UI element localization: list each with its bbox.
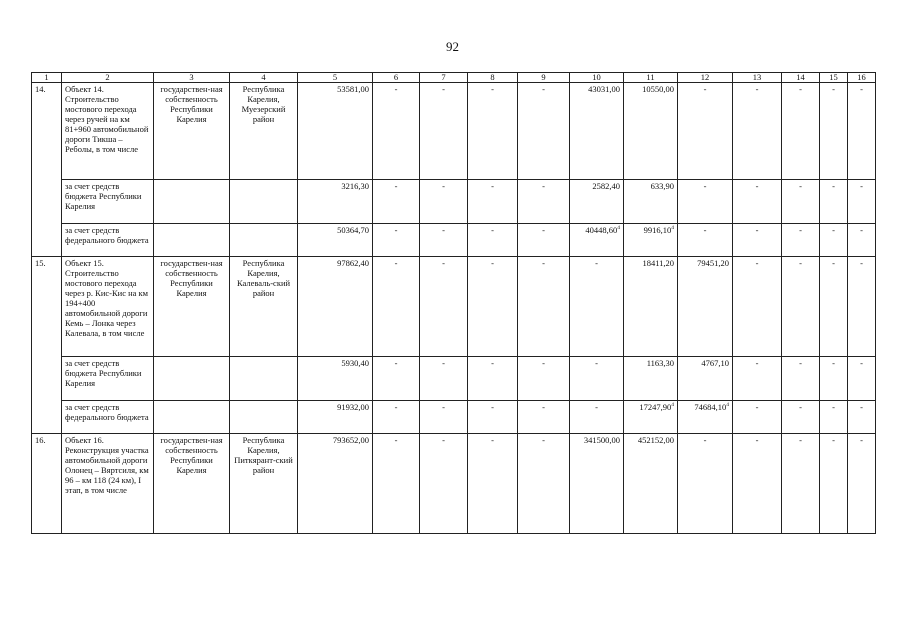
value-cell: 633,90 — [624, 180, 678, 224]
column-number: 6 — [373, 73, 420, 83]
value-cell: - — [518, 434, 570, 534]
column-number: 12 — [678, 73, 733, 83]
value-cell: - — [733, 434, 782, 534]
value-cell: - — [848, 257, 876, 357]
value-cell: 79451,20 — [678, 257, 733, 357]
value-cell: 17247,90$^4$ — [624, 401, 678, 434]
value-cell: - — [848, 357, 876, 401]
row-number: 14. — [32, 83, 62, 257]
value-cell: - — [820, 257, 848, 357]
object-name: Объект 15. Строительство мостового перехода через р. Кис-Кис на км 194+400 автомобильной дороги Кемь – Лонка через Калевала, в том числе — [62, 257, 154, 357]
value-cell: 40448,60$^4$ — [570, 224, 624, 257]
object-name: Объект 14. Строительство мостового перехода через ручей на км 81+960 автомобильной дороги Тикша – Реболы, в том числе — [62, 83, 154, 180]
value-cell: 4767,10 — [678, 357, 733, 401]
ownership-form: государствен-ная собственность Республики Карелия — [154, 83, 230, 180]
value-cell: 18411,20 — [624, 257, 678, 357]
location: Республика Карелия, Муезерский район — [230, 83, 298, 180]
funding-source-label: за счет средств федерального бюджета — [62, 401, 154, 434]
value-cell: - — [782, 257, 820, 357]
location: Республика Карелия, Питкярант-ский район — [230, 434, 298, 534]
row-number: 16. — [32, 434, 62, 534]
value-cell: - — [468, 257, 518, 357]
column-number: 8 — [468, 73, 518, 83]
value-cell: 1163,30 — [624, 357, 678, 401]
value-cell: - — [468, 224, 518, 257]
value-cell: - — [373, 224, 420, 257]
value-cell: - — [782, 401, 820, 434]
value-cell: 5930,40 — [298, 357, 373, 401]
value-cell: - — [820, 357, 848, 401]
value-cell: - — [678, 83, 733, 180]
value-cell: - — [468, 434, 518, 534]
column-number: 3 — [154, 73, 230, 83]
funding-source-row — [32, 357, 876, 401]
value-cell: 91932,00 — [298, 401, 373, 434]
value-cell: - — [820, 180, 848, 224]
value-cell: - — [373, 434, 420, 534]
location: Республика Карелия, Калеваль-ский район — [230, 257, 298, 357]
column-number: 15 — [820, 73, 848, 83]
value-cell: - — [848, 83, 876, 180]
column-number: 7 — [420, 73, 468, 83]
value-cell: - — [733, 401, 782, 434]
value-cell: - — [820, 83, 848, 180]
empty-cell — [230, 180, 298, 224]
value-cell: - — [468, 83, 518, 180]
value-cell: - — [820, 434, 848, 534]
column-number: 1 — [32, 73, 62, 83]
value-cell: - — [678, 180, 733, 224]
value-cell: - — [782, 83, 820, 180]
value-cell: - — [678, 224, 733, 257]
funding-source-row — [32, 401, 876, 434]
value-cell: - — [848, 224, 876, 257]
value-cell: - — [782, 357, 820, 401]
column-number: 2 — [62, 73, 154, 83]
column-number: 9 — [518, 73, 570, 83]
value-cell: - — [420, 83, 468, 180]
page-number: 92 — [446, 39, 459, 54]
object-name: Объект 16. Реконструкция участка автомобильной дороги Олонец – Вяртсиля, км 96 – км 118 (24 км), I этап, в том числе — [62, 434, 154, 534]
value-cell: 3216,30 — [298, 180, 373, 224]
value-cell: - — [373, 357, 420, 401]
column-number: 13 — [733, 73, 782, 83]
value-cell: 53581,00 — [298, 83, 373, 180]
value-cell: - — [733, 83, 782, 180]
value-cell: 341500,00 — [570, 434, 624, 534]
empty-cell — [230, 357, 298, 401]
funding-source-label: за счет средств федерального бюджета — [62, 224, 154, 257]
value-cell: - — [518, 180, 570, 224]
value-cell: - — [570, 357, 624, 401]
value-cell: - — [420, 401, 468, 434]
value-cell: - — [518, 401, 570, 434]
value-cell: - — [468, 180, 518, 224]
investment-table — [31, 72, 876, 534]
footnote-mark: 4 — [671, 402, 674, 409]
empty-cell — [154, 180, 230, 224]
value-cell: - — [570, 401, 624, 434]
value-cell: - — [782, 224, 820, 257]
funding-source-label: за счет средств бюджета Республики Карелия — [62, 180, 154, 224]
value-cell: 43031,00 — [570, 83, 624, 180]
value-cell: - — [468, 357, 518, 401]
value-cell: - — [733, 180, 782, 224]
column-number: 16 — [848, 73, 876, 83]
table-body — [32, 73, 876, 534]
funding-source-label: за счет средств бюджета Республики Карелия — [62, 357, 154, 401]
table-row — [32, 257, 876, 357]
footnote-mark: 4 — [671, 225, 674, 232]
value-cell: - — [518, 257, 570, 357]
value-cell: 74684,10$^4$ — [678, 401, 733, 434]
column-number: 11 — [624, 73, 678, 83]
value-cell: 10550,00 — [624, 83, 678, 180]
value-cell: - — [733, 357, 782, 401]
column-number: 5 — [298, 73, 373, 83]
value-cell: - — [373, 83, 420, 180]
table-row — [32, 83, 876, 180]
value-cell: - — [420, 434, 468, 534]
header-row — [32, 73, 876, 83]
value-cell: - — [733, 257, 782, 357]
value-cell: - — [373, 180, 420, 224]
value-cell: - — [848, 434, 876, 534]
empty-cell — [154, 224, 230, 257]
value-cell: - — [518, 357, 570, 401]
footnote-mark: 4 — [617, 225, 620, 232]
value-cell: 793652,00 — [298, 434, 373, 534]
value-cell: - — [518, 83, 570, 180]
value-cell: - — [820, 401, 848, 434]
value-cell: - — [733, 224, 782, 257]
value-cell: - — [420, 180, 468, 224]
column-number: 14 — [782, 73, 820, 83]
value-cell: 97862,40 — [298, 257, 373, 357]
value-cell: - — [373, 401, 420, 434]
value-cell: - — [570, 257, 624, 357]
value-cell: - — [420, 257, 468, 357]
empty-cell — [154, 401, 230, 434]
empty-cell — [230, 224, 298, 257]
column-number: 10 — [570, 73, 624, 83]
funding-source-row — [32, 180, 876, 224]
value-cell: - — [782, 434, 820, 534]
value-cell: - — [420, 357, 468, 401]
value-cell: - — [518, 224, 570, 257]
value-cell: - — [420, 224, 468, 257]
column-number: 4 — [230, 73, 298, 83]
value-cell: - — [848, 180, 876, 224]
table-row — [32, 434, 876, 534]
value-cell: - — [782, 180, 820, 224]
value-cell: - — [468, 401, 518, 434]
empty-cell — [230, 401, 298, 434]
value-cell: - — [848, 401, 876, 434]
empty-cell — [154, 357, 230, 401]
value-cell: 50364,70 — [298, 224, 373, 257]
row-number: 15. — [32, 257, 62, 434]
ownership-form: государствен-ная собственность Республики Карелия — [154, 257, 230, 357]
funding-source-row — [32, 224, 876, 257]
value-cell: 452152,00 — [624, 434, 678, 534]
value-cell: - — [678, 434, 733, 534]
ownership-form: государствен-ная собственность Республики Карелия — [154, 434, 230, 534]
value-cell: - — [820, 224, 848, 257]
value-cell: 2582,40 — [570, 180, 624, 224]
value-cell: 9916,10$^4$ — [624, 224, 678, 257]
value-cell: - — [373, 257, 420, 357]
footnote-mark: 4 — [726, 402, 729, 409]
